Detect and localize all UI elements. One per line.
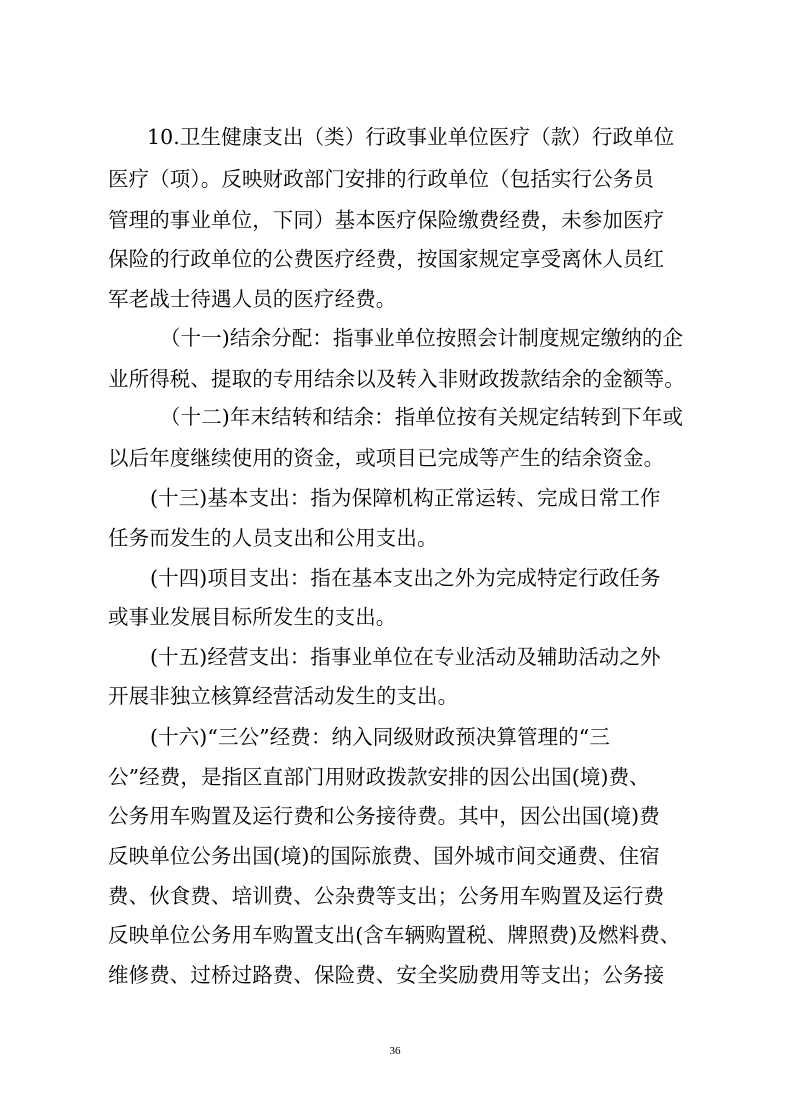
text-line: 费、伙食费、培训费、公杂费等支出；公务用车购置及运行费 xyxy=(108,884,665,908)
text-line: (十三)基本支出：指为保障机构正常运转、完成日常工作 xyxy=(150,486,661,510)
text-line: 任务而发生的人员支出和公用支出。 xyxy=(108,526,438,550)
text-line: 以后年度继续使用的资金，或项目已完成等产生的结余资金。 xyxy=(108,446,665,470)
text-line: 军老战士待遇人员的医疗经费。 xyxy=(108,287,397,311)
text-line: 反映单位公务出国(境)的国际旅费、国外城市间交通费、住宿 xyxy=(108,844,660,868)
text-line: 维修费、过桥过路费、保险费、安全奖励费用等支出；公务接 xyxy=(108,963,665,987)
text-line: 开展非独立核算经营活动发生的支出。 xyxy=(108,684,459,708)
text-line: 保险的行政单位的公费医疗经费，按国家规定享受离休人员红 xyxy=(108,247,665,271)
text-line: 管理的事业单位，下同）基本医疗保险缴费经费，未参加医疗 xyxy=(108,208,665,232)
text-line: (十五)经营支出：指事业单位在专业活动及辅助活动之外 xyxy=(150,645,661,669)
text-line: 公务用车购置及运行费和公务接待费。其中，因公出国(境)费 xyxy=(108,804,660,828)
text-line: 公”经费，是指区直部门用财政拨款安排的因公出国(境)费、 xyxy=(108,765,650,789)
text-line: (十四)项目支出：指在基本支出之外为完成特定行政任务 xyxy=(150,566,661,590)
text-line: 反映单位公务用车购置支出(含车辆购置税、牌照费)及燃料费、 xyxy=(108,923,681,947)
text-line: 医疗（项）。反映财政部门安排的行政单位（包括实行公务员 xyxy=(108,167,654,191)
text-line: 或事业发展目标所发生的支出。 xyxy=(108,605,397,629)
text-line: （十二)年末结转和结余：指单位按有关规定结转到下年或 xyxy=(160,405,684,429)
text-line: （十一)结余分配：指事业单位按照会计制度规定缴纳的企 xyxy=(160,326,684,350)
text-line: 10.卫生健康支出（类）行政事业单位医疗（款）行政单位 xyxy=(147,125,675,149)
page-number: 36 xyxy=(389,1045,401,1057)
text-line: (十六)“三公”经费：纳入同级财政预决算管理的“三 xyxy=(150,725,610,749)
text-line: 业所得税、提取的专用结余以及转入非财政拨款结余的金额等。 xyxy=(108,367,685,391)
